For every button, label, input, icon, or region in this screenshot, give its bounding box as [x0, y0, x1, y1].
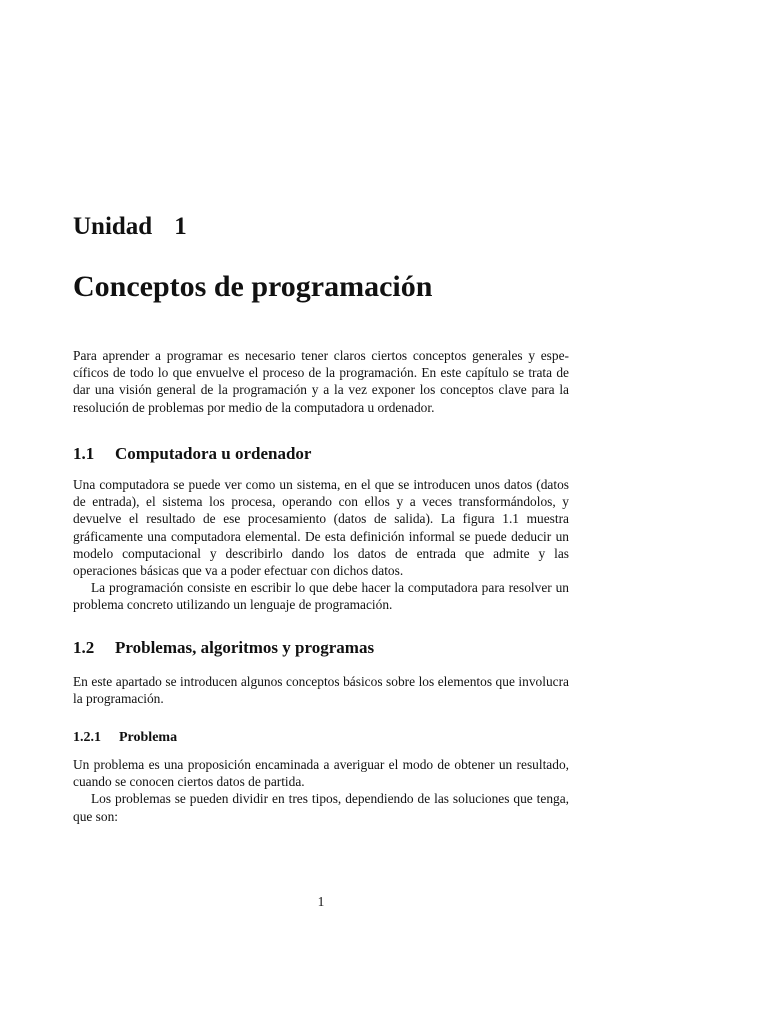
- body-paragraph: Una computadora se puede ver como un sistema, en el que se introducen unos datos (datos de entrada), el sistema los procesa, operando con ellos y a veces transformándolos, y devuelve el resultado de ese procesamiento (datos de salida). La figura 1.1 muestra gráficamente una computadora elemental. De esta definición informal se puede deducir un modelo computacional y describirlo dando los datos de entrada que admite y las operaciones básicas que va a poder efectuar con dichos datos.: [73, 477, 569, 579]
- body-paragraph: La programación consiste en escribir lo que debe hacer la computadora para resolver un problema concreto utilizando un lenguaje de programación.: [73, 580, 569, 613]
- section-heading-1-1: [73, 444, 311, 464]
- page-number: 1: [317, 894, 325, 909]
- section-heading-1-2: [73, 638, 374, 658]
- chapter-title: Conceptos de programación: [73, 270, 433, 303]
- body-paragraph: Los problemas se pueden dividir en tres tipos, dependiendo de las soluciones que tenga, que son:: [73, 791, 569, 824]
- intro-paragraph: Para aprender a programar es necesario tener claros ciertos conceptos generales y específicos de todo lo que envuelve el proceso de la programación. En este capítulo se trata de dar una visión general de la programación y a la vez exponer los conceptos clave para la resolución de problemas por medio de la computadora u ordenador.: [73, 348, 569, 415]
- subsection-title: Problema: [119, 730, 178, 745]
- subsection-heading-1-2-1: [73, 730, 177, 746]
- body-paragraph: En este apartado se introducen algunos conceptos básicos sobre los elementos que involucra la programación.: [73, 674, 569, 707]
- section-1-2-body: [73, 673, 569, 707]
- section-1-1-body: [73, 476, 569, 614]
- subsection-number: 1.2.1: [73, 730, 101, 745]
- section-title: Computadora u ordenador: [115, 444, 312, 463]
- section-title: Problemas, algoritmos y programas: [115, 638, 375, 657]
- chapter-number: 1: [174, 213, 187, 240]
- document-page: [73, 0, 569, 1024]
- section-number: 1.2: [73, 638, 95, 657]
- section-1-2-1-body: [73, 756, 569, 825]
- intro-block: [73, 347, 569, 416]
- body-paragraph: Un problema es una proposición encaminada a averiguar el modo de obtener un resultado, cuando se conocen ciertos datos de partida.: [73, 757, 569, 790]
- chapter-label-text: Unidad: [73, 213, 153, 240]
- section-number: 1.1: [73, 444, 95, 463]
- chapter-label: [73, 213, 187, 241]
